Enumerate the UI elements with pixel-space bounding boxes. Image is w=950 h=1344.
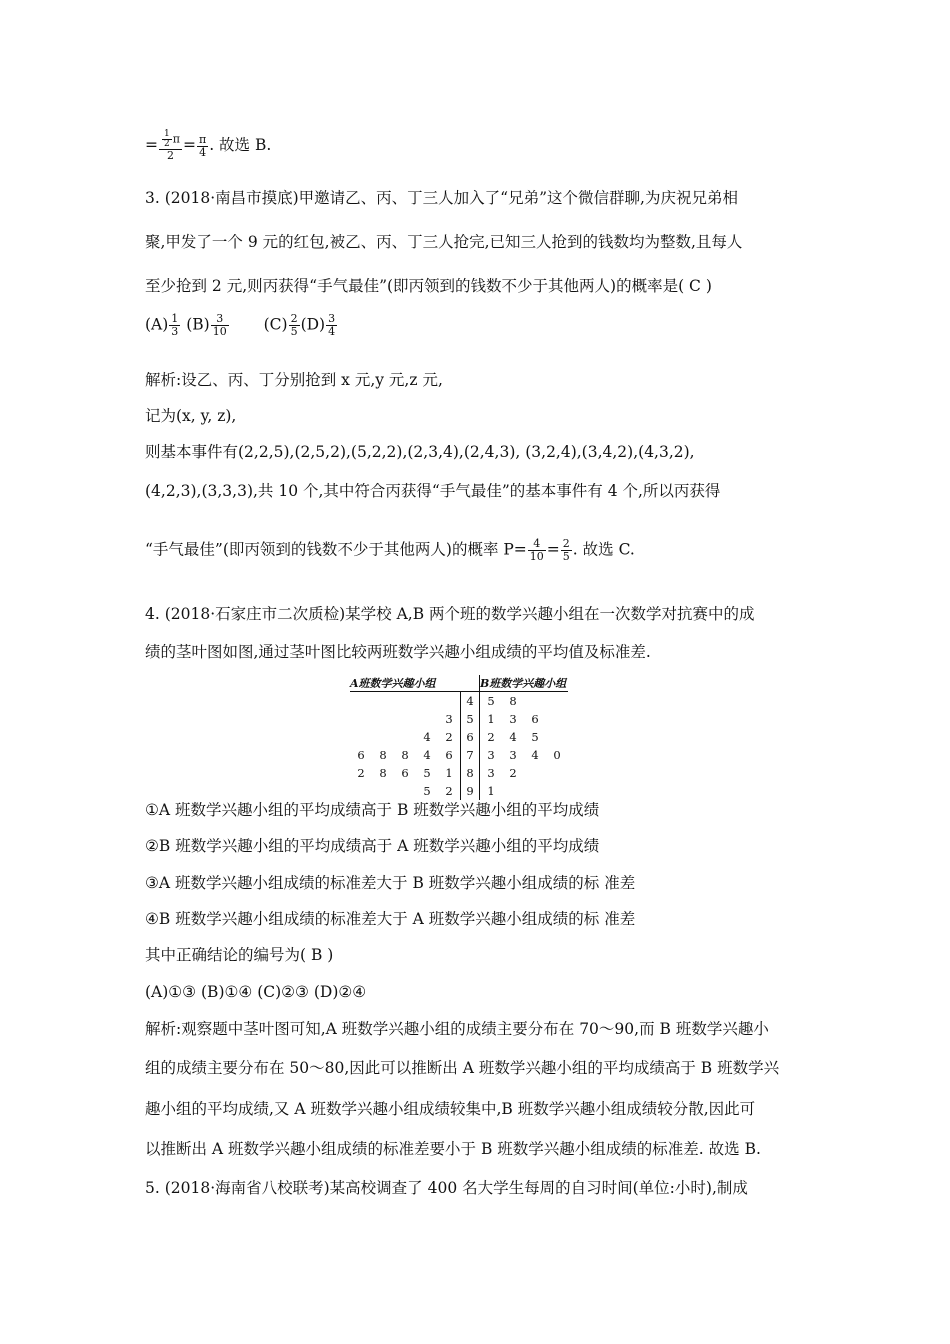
frac-den: 2 [166,149,174,162]
leaf-b [524,764,546,782]
stem-leaf-header [350,675,568,692]
leaf-a [350,782,372,800]
leaf-a: 1 [445,766,453,780]
leaf-a: 8 [379,748,387,762]
stem-leaf-row [350,728,568,746]
leaf-b: 4 [531,748,539,762]
leaf-a: 8 [379,766,387,780]
leaf-a: 3 [445,712,453,726]
leaf-b: 3 [509,712,517,726]
q3-line3: 至少抢到 2 元,则丙获得“手气最佳”(即丙领到的钱数不少于其他两人)的概率是( C ) [145,277,712,295]
fraction-half-pi-over-2 [159,130,182,162]
q4-line2: 绩的茎叶图如图,通过茎叶图比较两班数学兴趣小组成绩的平均值及标准差. [145,643,651,661]
stem-leaf-body [350,692,568,801]
pi-symbol: π [172,132,180,146]
leaf-b: 1 [487,712,495,726]
leaf-b [546,710,568,728]
stem-leaf-row [350,746,568,764]
equals-sign: = [145,136,158,154]
q4-solution-1: 解析:观察题中茎叶图可知,A 班数学兴趣小组的成绩主要分布在 70～90,而 B 班数学兴趣小 [145,1020,769,1038]
leaf-a [372,710,394,728]
leaf-a: 4 [423,748,431,762]
stem-leaf-row [350,782,568,800]
frac-den: 10 [212,325,227,338]
leaf-b [546,692,568,711]
leaf-b [524,692,546,711]
leaf-a [372,782,394,800]
q3-solution-3: 则基本事件有(2,2,5),(2,5,2),(5,2,2),(2,3,4),(2,4,3), (3,2,4),(3,4,2),(4,3,2), [145,443,695,461]
frac-num: 1 [164,129,170,139]
leaf-b: 5 [531,730,539,744]
frac-num: 3 [328,312,336,325]
stem-value: 8 [461,764,480,782]
leaf-a: 6 [357,748,365,762]
leaf-a: 4 [423,730,431,744]
leaf-b: 5 [487,694,495,708]
leaf-b [524,782,546,800]
frac-den: 4 [328,325,336,338]
leaf-b [546,764,568,782]
frac-den: 10 [529,550,544,563]
equals-sign: = [182,136,196,154]
q4-question: 其中正确结论的编号为( B ) [145,946,334,964]
option-c-label: (C) [263,315,288,334]
leaf-a: 8 [401,748,409,762]
leaf-a [394,710,416,728]
frac-den: 4 [199,145,207,159]
fraction-2-over-5 [561,538,572,563]
leaf-b: 3 [487,748,495,762]
answer-text: . 故选 C. [572,540,635,559]
q3-solution-2: 记为(x, y, z), [145,407,237,425]
leaf-a: 6 [445,748,453,762]
frac-den: 2 [164,139,170,149]
q4-solution-4: 以推断出 A 班数学兴趣小组成绩的标准差要小于 B 班数学兴趣小组成绩的标准差. 故选 B. [145,1140,761,1158]
leaf-b: 6 [531,712,539,726]
option-c-fraction [289,313,300,338]
q3-line1: 3. (2018·南昌市摸底)甲邀请乙、丙、丁三人加入了“兄弟”这个微信群聊,为庆祝兄弟相 [145,189,738,207]
stem-value: 5 [461,710,480,728]
stem-value: 6 [461,728,480,746]
option-b-label: (B) [186,315,210,334]
leaf-a [394,782,416,800]
stem-leaf-row [350,764,568,782]
frac-den: 5 [290,325,298,338]
leaf-a: 2 [357,766,365,780]
q3-options [145,313,338,338]
leaf-a: 2 [445,784,453,798]
class-a-header: A班数学兴趣小组 [350,675,461,692]
option-d-fraction [326,313,337,338]
q4-line1: 4. (2018·石家庄市二次质检)某学校 A,B 两个班的数学兴趣小组在一次数学对抗赛中的成 [145,605,755,623]
frac-num: 3 [211,313,229,326]
option-a-fraction [169,313,180,338]
leaf-b: 3 [509,748,517,762]
leaf-b: 4 [509,730,517,744]
q3-line2: 聚,甲发了一个 9 元的红包,被乙、丙、丁三人抢完,已知三人抢到的钱数均为整数,且每人 [145,233,743,251]
stem-value: 4 [461,692,480,711]
q4-options: (A)①③ (B)①④ (C)②③ (D)②④ [145,983,367,1001]
leaf-a [416,710,438,728]
q3-solution-4: (4,2,3),(3,3,3),共 10 个,其中符合丙获得“手气最佳”的基本事件有 4 个,所以丙获得 [145,482,721,500]
leaf-b [546,782,568,800]
leaf-a [350,692,372,711]
fraction-4-over-10 [528,538,546,563]
frac-num: 2 [562,537,570,550]
leaf-b: 2 [487,730,495,744]
leaf-b [502,782,524,800]
frac-den: 5 [562,550,570,563]
q4-conclusion-1: ①A 班数学兴趣小组的平均成绩高于 B 班数学兴趣小组的平均成绩 [145,801,600,819]
leaf-a: 6 [401,766,409,780]
stem-value: 9 [461,782,480,800]
leaf-a [394,728,416,746]
frac-num: 4 [528,538,546,551]
equals-sign: = [546,540,560,559]
frac-den: 3 [171,325,179,338]
class-b-header: B班数学兴趣小组 [480,677,567,690]
fraction-one-half [162,130,172,149]
leaf-b: 8 [509,694,517,708]
frac-num: 1 [171,312,179,325]
q4-conclusion-3: ③A 班数学兴趣小组成绩的标准差大于 B 班数学兴趣小组成绩的标 准差 [145,874,636,892]
intro-line [145,130,271,162]
leaf-a [416,692,438,711]
q4-conclusion-4: ④B 班数学兴趣小组成绩的标准差大于 A 班数学兴趣小组成绩的标 准差 [145,910,636,928]
leaf-a [350,728,372,746]
leaf-b: 2 [509,766,517,780]
stem-leaf-row [350,710,568,728]
fraction-pi-over-4 [197,134,208,159]
stem-leaf-plot [350,675,568,800]
frac-num: π [198,132,207,146]
stem-leaf-row [350,692,568,711]
leaf-b: 0 [553,748,561,762]
leaf-a [350,710,372,728]
frac-num: 2 [290,312,298,325]
q3-solution-1: 解析:设乙、丙、丁分别抢到 x 元,y 元,z 元, [145,371,443,389]
q4-solution-3: 趣小组的平均成绩,又 A 班数学兴趣小组成绩较集中,B 班数学兴趣小组成绩较分散,因此可 [145,1100,756,1118]
leaf-a [372,692,394,711]
option-d-label: (D) [300,315,326,334]
q4-solution-2: 组的成绩主要分布在 50～80,因此可以推断出 A 班数学兴趣小组的平均成绩高于 B 班数学兴 [145,1059,780,1077]
q4-conclusion-2: ②B 班数学兴趣小组的平均成绩高于 A 班数学兴趣小组的平均成绩 [145,837,600,855]
leaf-a [372,728,394,746]
q3-solution-5 [145,538,635,563]
option-b-fraction [211,313,229,338]
stem-value: 7 [461,746,480,764]
probability-text: “手气最佳”(即丙领到的钱数不少于其他两人)的概率 P= [145,540,527,559]
leaf-b: 3 [487,766,495,780]
q5-line1: 5. (2018·海南省八校联考)某高校调查了 400 名大学生每周的自习时间(单位:小时),制成 [145,1179,748,1197]
leaf-a: 5 [423,784,431,798]
leaf-a: 2 [445,730,453,744]
answer-text: . 故选 B. [209,136,272,154]
option-a-label: (A) [145,315,169,334]
leaf-a [394,692,416,711]
leaf-b [546,728,568,746]
stem-header-cell [461,675,480,692]
leaf-a: 5 [423,766,431,780]
leaf-b: 1 [487,784,495,798]
leaf-a [438,692,461,711]
